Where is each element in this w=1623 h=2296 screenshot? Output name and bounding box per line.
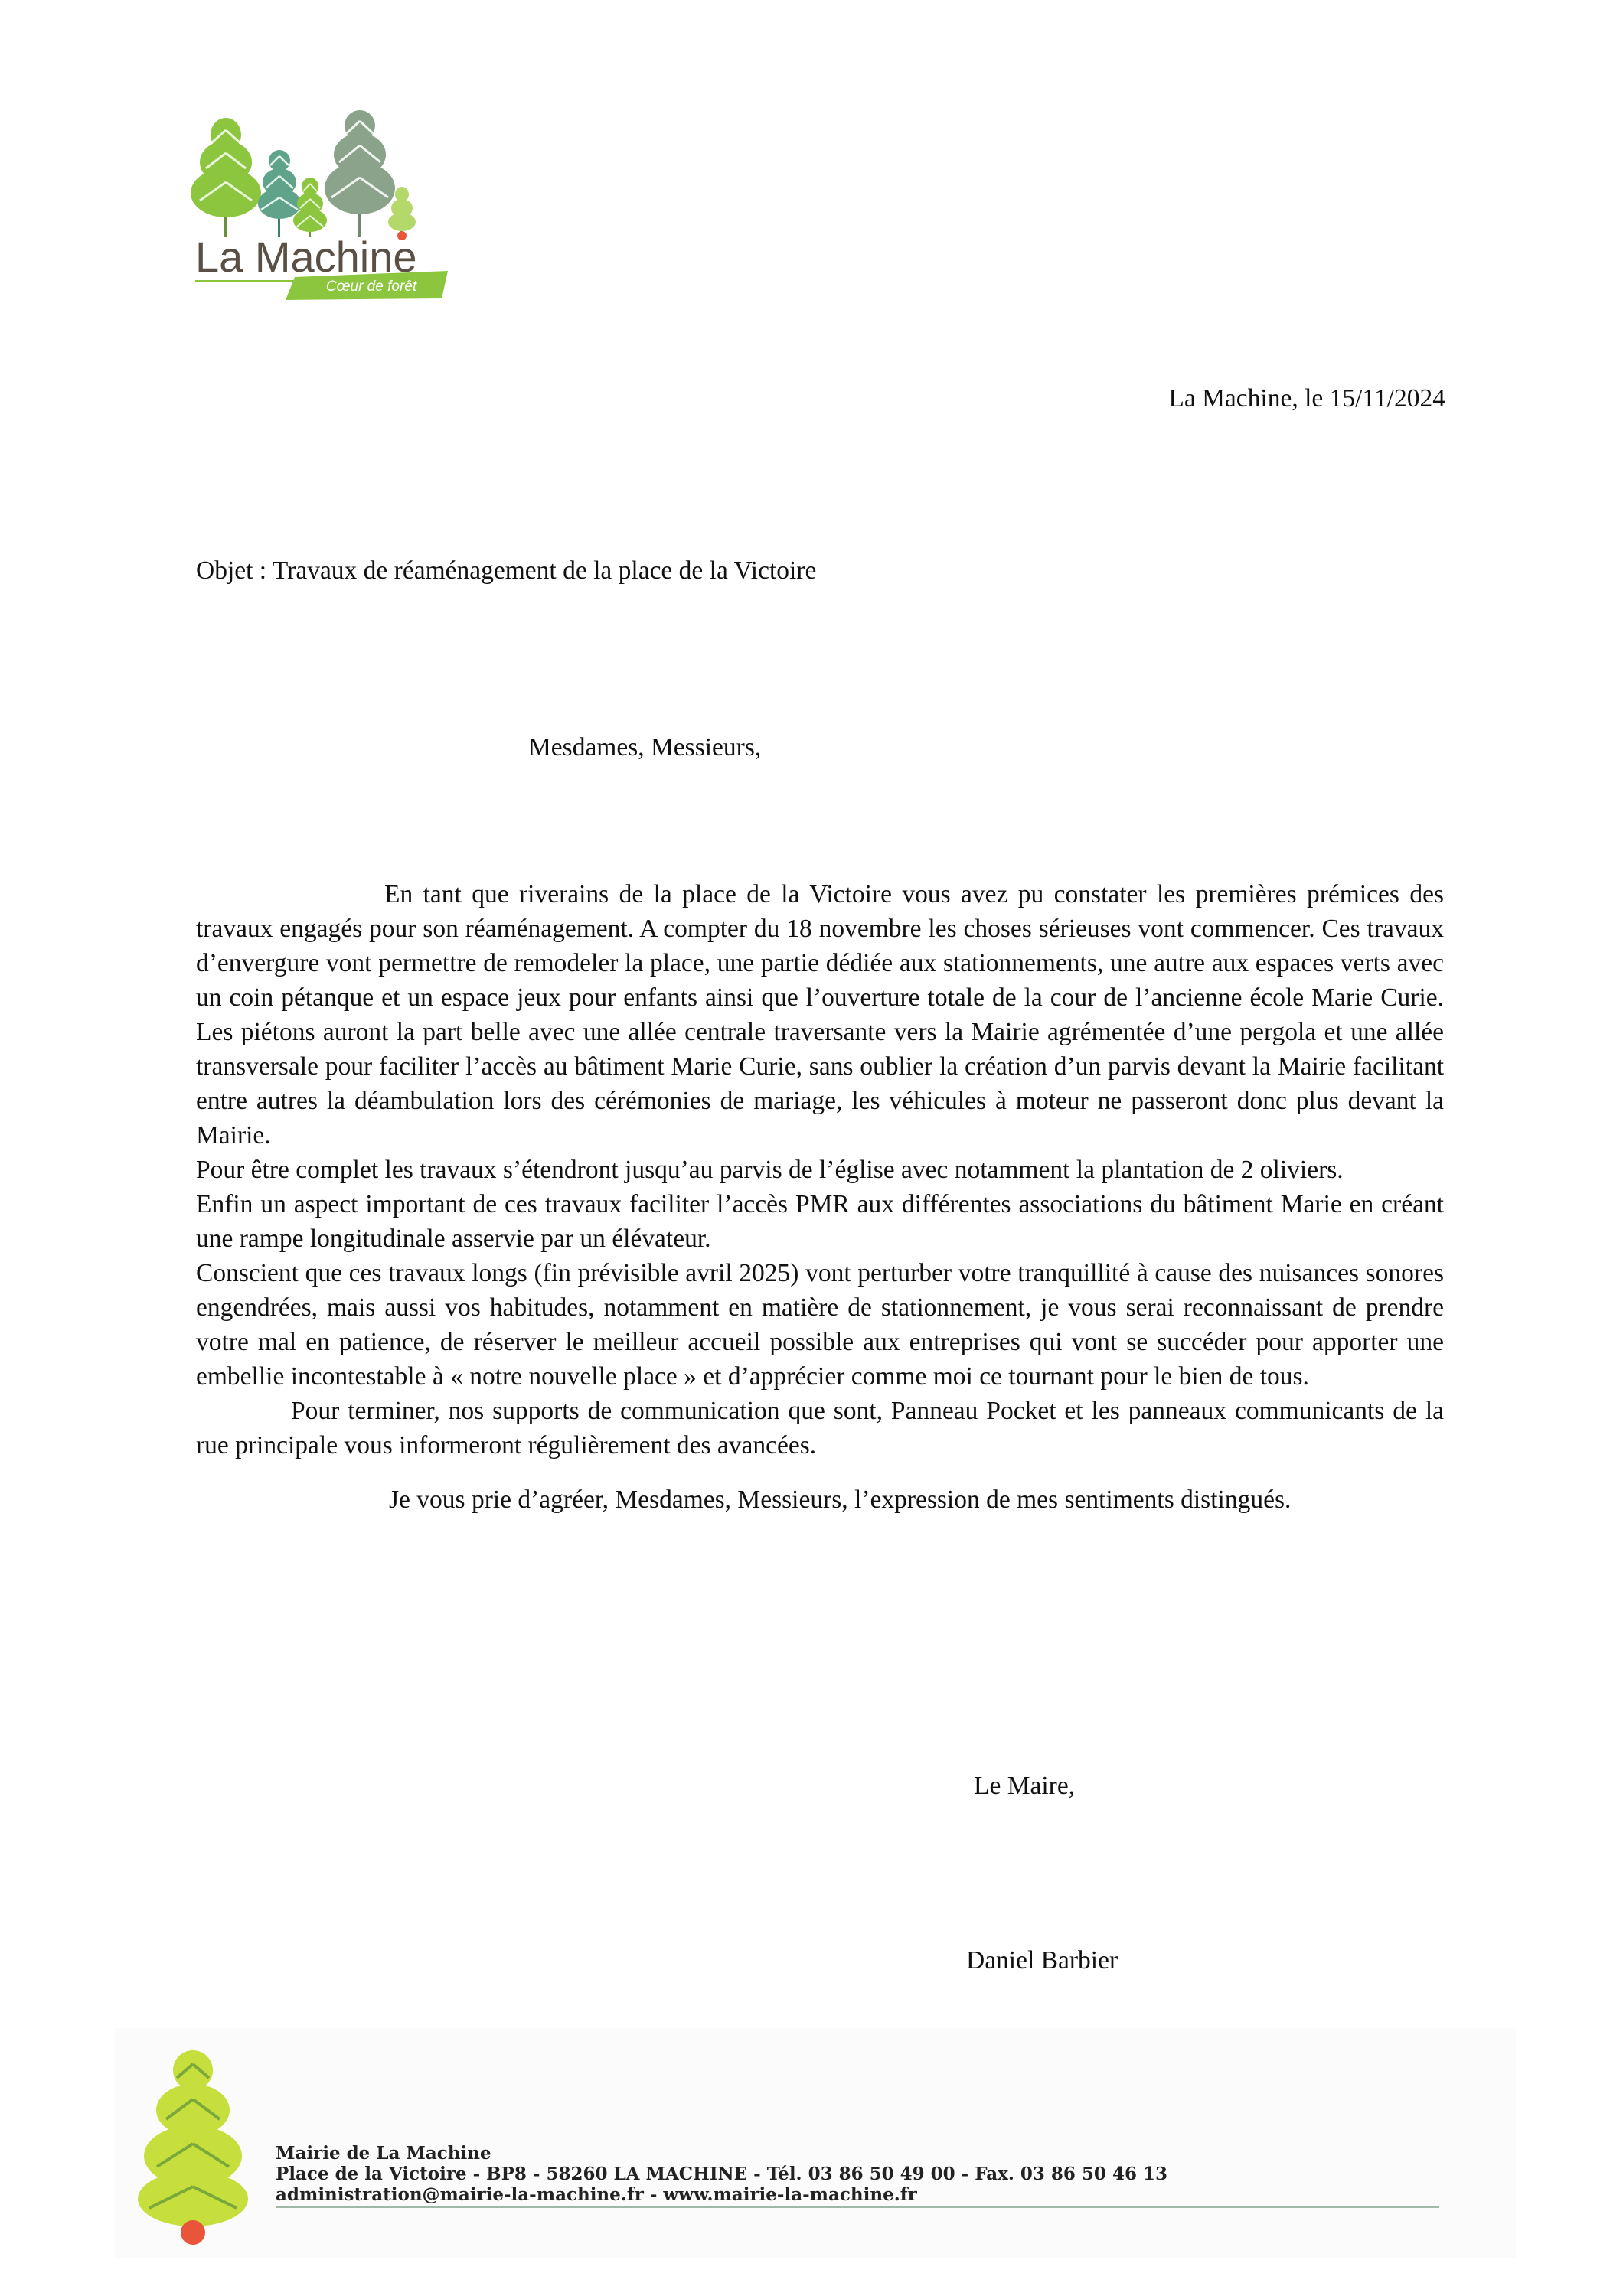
footer-contact: administration@mairie-la-machine.fr - www.mairie-la-machine.fr: [276, 2184, 917, 2205]
letter-body: [196, 877, 1444, 1517]
letter-salutation: Mesdames, Messieurs,: [528, 733, 762, 762]
signature-role: Le Maire,: [974, 1772, 1076, 1800]
header-logo: [172, 107, 456, 306]
letter-date: La Machine, le 15/11/2024: [1168, 384, 1445, 413]
paragraph-3: Enfin un aspect important de ces travaux faciliter l’accès PMR aux différentes associations du bâtiment Marie en créant une rampe longitudinale asservie par un élévateur.: [196, 1190, 1444, 1253]
paragraph-2: Pour être complet les travaux s’étendront jusqu’au parvis de l’église avec notamment la plantation de 2 oliviers.: [196, 1156, 1344, 1184]
paragraph-1: En tant que riverains de la place de la Victoire vous avez pu constater les premières prémices des travaux engagés pour son réaménagement. A compter du 18 novembre les choses sérieuses vont commencer. Ces travaux d’envergure vont permettre de remodeler la place, une partie dédiée aux stationnements, une autre aux espaces verts avec un coin pétanque et un espace jeux pour enfants ainsi que l’ouverture totale de la cour de l’ancienne école Marie Curie. Les piétons auront la part belle avec une allée centrale traversante vers la Mairie agrémentée d’une pergola et une allée transversale pour faciliter l’accès au bâtiment Marie Curie, sans oublier la création d’un parvis devant la Mairie facilitant entre autres la déambulation lors des cérémonies de mariage, les véhicules à moteur ne passeront donc plus devant la Mairie.: [196, 880, 1444, 1150]
paragraph-4: Conscient que ces travaux longs (fin prévisible avril 2025) vont perturber votre tranquillité à cause des nuisances sonores engendrées, mais aussi vos habitudes, notamment en matière de stationnement, je vous serai reconnaissant de prendre votre mal en patience, de réserver le meilleur accueil possible aux entreprises qui vont se succéder pour apporter une embellie incontestable à « notre nouvelle place » et d’apprécier comme moi ce tournant pour le bien de tous.: [196, 1259, 1444, 1391]
paragraph-5: Pour terminer, nos supports de communication que sont, Panneau Pocket et les panneaux communicants de la rue principale vous informeront régulièrement des avancées.: [196, 1397, 1444, 1459]
signature-name: Daniel Barbier: [966, 1946, 1118, 1975]
footer-divider: [276, 2206, 1439, 2208]
logo-tagline: Cœur de forêt: [325, 279, 417, 295]
letter-closing: Je vous prie d’agréer, Mesdames, Messieurs, l’expression de mes sentiments distingués.: [389, 1486, 1292, 1514]
tree-icon: [126, 2040, 260, 2254]
footer-address: Place de la Victoire - BP8 - 58260 LA MACHINE - Tél. 03 86 50 49 00 - Fax. 03 86 50 46 13: [276, 2164, 1167, 2184]
logo-title: La Machine: [195, 233, 417, 281]
footer-org: Mairie de La Machine: [276, 2143, 491, 2164]
letter-subject: Objet : Travaux de réaménagement de la place de la Victoire: [196, 556, 817, 585]
footer-logo: [126, 2040, 260, 2254]
